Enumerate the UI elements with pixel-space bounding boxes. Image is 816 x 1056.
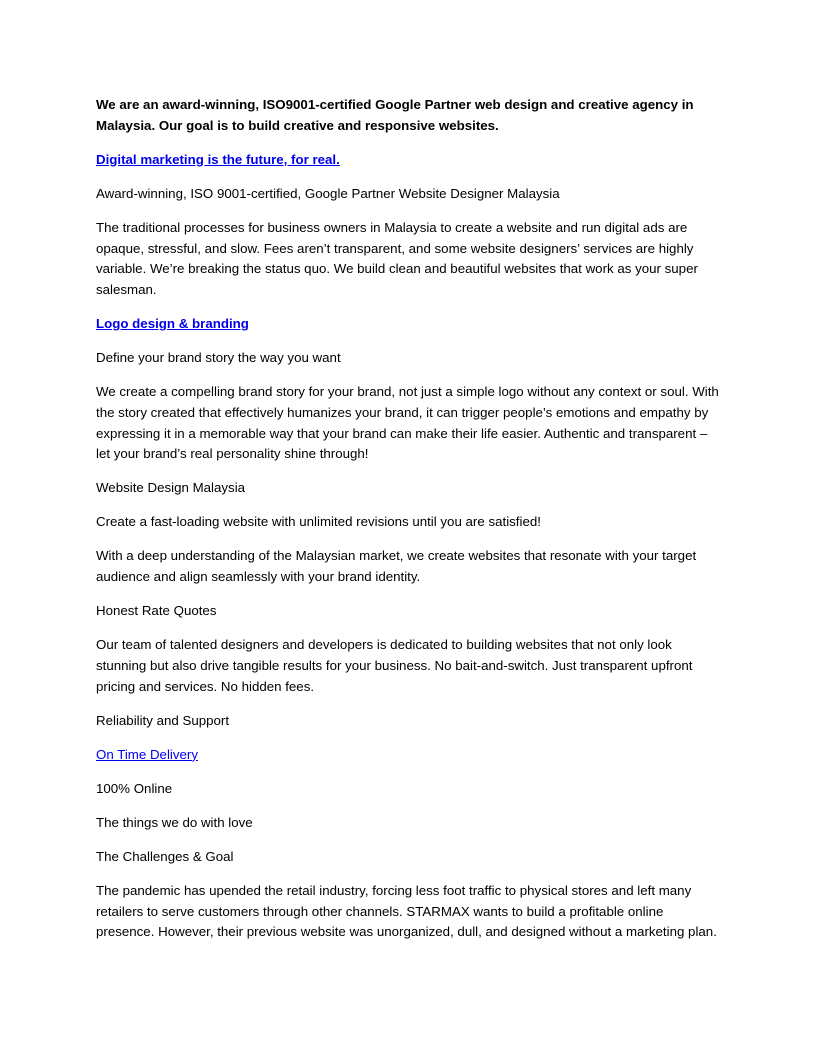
award-paragraph: Award-winning, ISO 9001-certified, Google Partner Website Designer Malaysia bbox=[96, 185, 560, 201]
intro-paragraph: We are an award-winning, ISO9001-certified Google Partner web design and creative agency in Malaysia. Our goal is to build creative and responsive websites. bbox=[96, 97, 694, 133]
website-design-paragraph: Website Design Malaysia bbox=[96, 480, 246, 496]
traditional-process-paragraph: The traditional processes for business owners in Malaysia to create a website and run digital ads are opaque, stressful, and slow. Fees aren’t transparent, and some website designers’ services are highly variable. We’re breaking the status quo. We build clean and beautiful websites that work as your super salesman. bbox=[96, 219, 698, 298]
fast-loading-paragraph: Create a fast-loading website with unlimited revisions until you are satisfied! bbox=[96, 514, 541, 530]
digital-marketing-link[interactable]: Digital marketing is the future, for real. bbox=[96, 151, 340, 167]
logo-design-paragraph bbox=[96, 314, 720, 335]
malaysian-market-paragraph: With a deep understanding of the Malaysian market, we create websites that resonate with your target audience and align seamlessly with your brand identity. bbox=[96, 548, 697, 585]
digital-marketing-paragraph bbox=[96, 150, 720, 171]
team-paragraph: Our team of talented designers and developers is dedicated to building websites that not only look stunning but also drive tangible results for your business. No bait-and-switch. Just transparent upfront pricing and services. No hidden fees. bbox=[96, 637, 693, 694]
logo-design-link[interactable]: Logo design & branding bbox=[96, 316, 249, 332]
on-time-paragraph bbox=[96, 745, 720, 766]
online-paragraph: 100% Online bbox=[96, 780, 173, 796]
pandemic-paragraph: The pandemic has upended the retail industry, forcing less foot traffic to physical stores and left many retailers to serve customers through other channels. STARMAX wants to build a profitable online presence. However, their previous website was unorganized, dull, and designed without a marketing plan. bbox=[96, 882, 717, 940]
challenges-paragraph: The Challenges & Goal bbox=[96, 848, 234, 864]
honest-rate-paragraph: Honest Rate Quotes bbox=[96, 603, 217, 619]
document-page bbox=[96, 95, 720, 956]
brand-story-paragraph: We create a compelling brand story for your brand, not just a simple logo without any context or soul. With the story created that effectively humanizes your brand, it can trigger people’s emotions and empathy by expressing it in a memorable way that your brand can make their life easier. Authentic and transparent – let your brand’s real personality shine through! bbox=[96, 384, 719, 462]
on-time-delivery-link[interactable]: On Time Delivery bbox=[96, 746, 198, 762]
define-brand-paragraph: Define your brand story the way you want bbox=[96, 350, 341, 366]
things-love-paragraph: The things we do with love bbox=[96, 814, 253, 830]
reliability-paragraph: Reliability and Support bbox=[96, 712, 230, 728]
